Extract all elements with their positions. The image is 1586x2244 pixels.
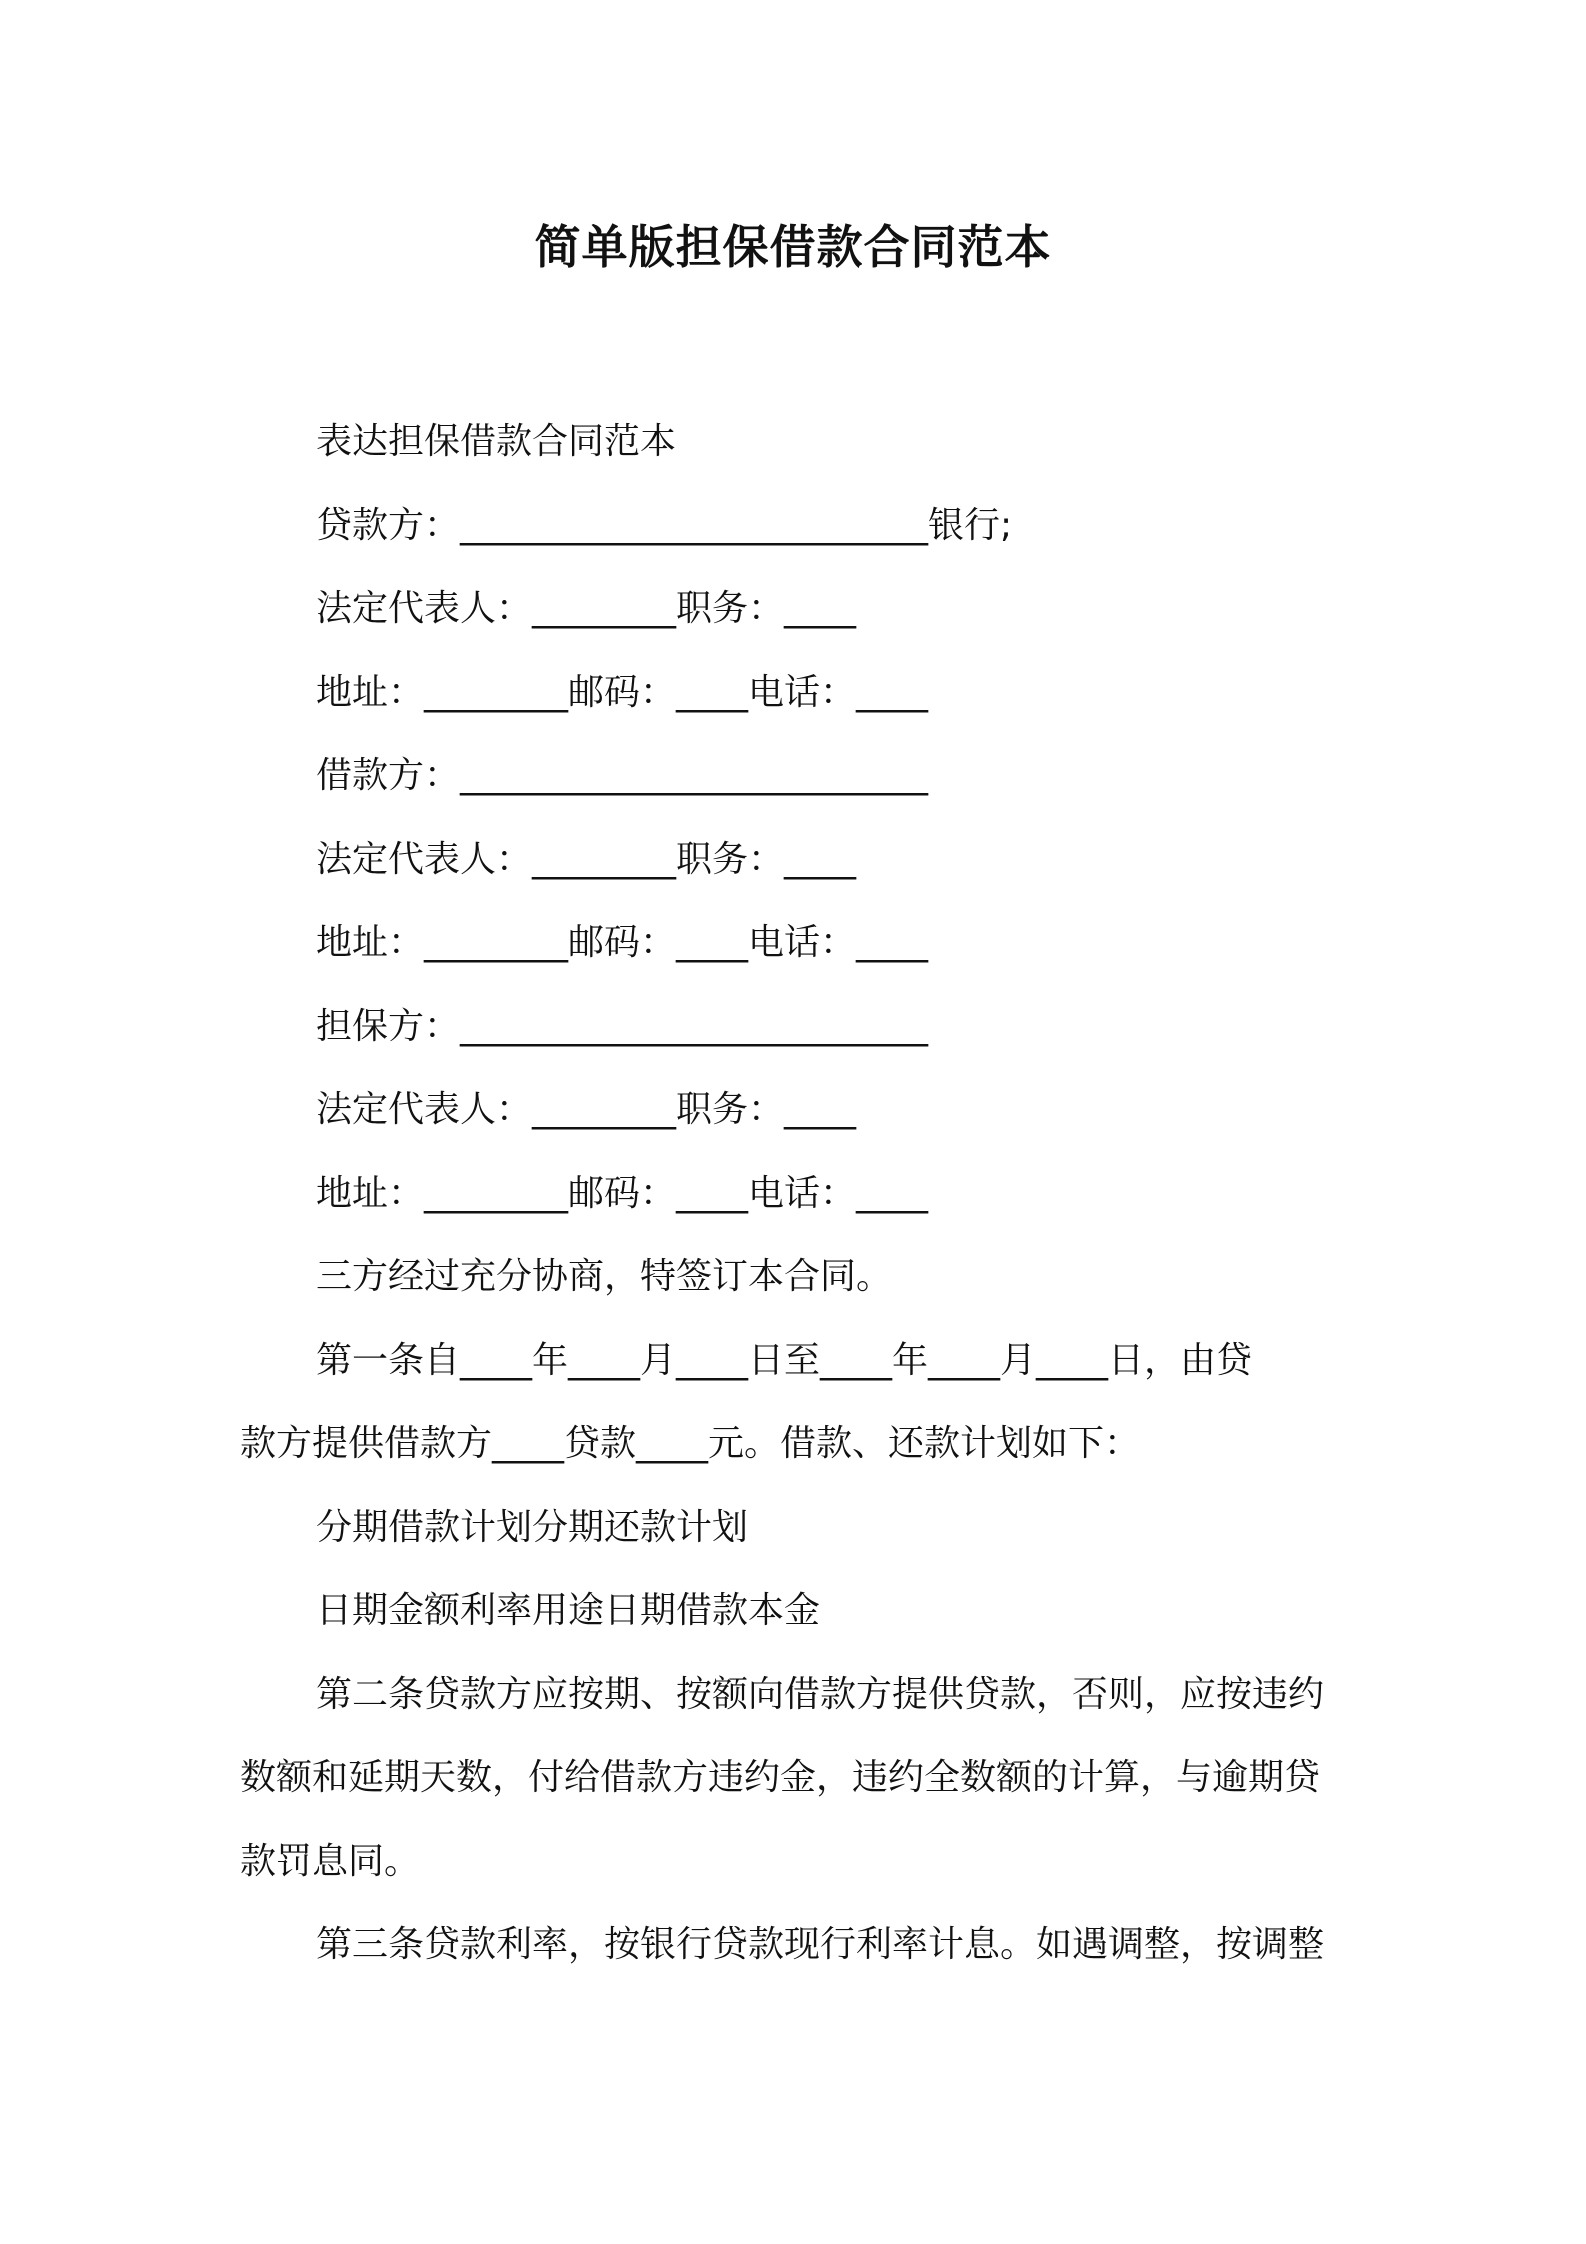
article-2-line-3: 款罚息同。 [240,1840,421,1882]
agreement-statement-line: 三方经过充分协商，特签订本合同。 [316,1256,893,1297]
guarantor-line: 担保方：__________________________ [316,1005,929,1047]
guarantor-representative-line: 法定代表人：________职务：____ [316,1089,857,1130]
plan-columns-line: 日期金额利率用途日期借款本金 [316,1590,821,1631]
article-1-line-1: 第一条自____年____月____日至____年____月____日，由贷 [316,1339,1253,1381]
document-title: 简单版担保借款合同范本 [534,220,1052,274]
guarantor-address-line: 地址：________邮码：____电话：____ [316,1172,929,1214]
lender-address-line: 地址：________邮码：____电话：____ [316,671,929,713]
article-1-line-2: 款方提供借款方____贷款____元。借款、还款计划如下： [240,1423,1141,1464]
plan-heading-line: 分期借款计划分期还款计划 [316,1506,749,1548]
lender-line: 贷款方：__________________________银行; [316,504,1013,546]
lender-representative-line: 法定代表人：________职务：____ [316,588,857,629]
document-body [240,400,1360,1987]
article-2-line-2: 数额和延期天数，付给借款方违约金，违约全数额的计算，与逾期贷 [240,1757,1321,1798]
borrower-address-line: 地址：________邮码：____电话：____ [316,922,929,963]
article-3-line-1: 第三条贷款利率，按银行贷款现行利率计息。如遇调整，按调整 [316,1924,1325,1965]
subtitle-line: 表达担保借款合同范本 [316,421,677,462]
borrower-line: 借款方：__________________________ [316,755,929,796]
borrower-representative-line: 法定代表人：________职务：____ [316,838,857,880]
article-2-line-1: 第二条贷款方应按期、按额向借款方提供贷款，否则，应按违约 [316,1673,1325,1715]
